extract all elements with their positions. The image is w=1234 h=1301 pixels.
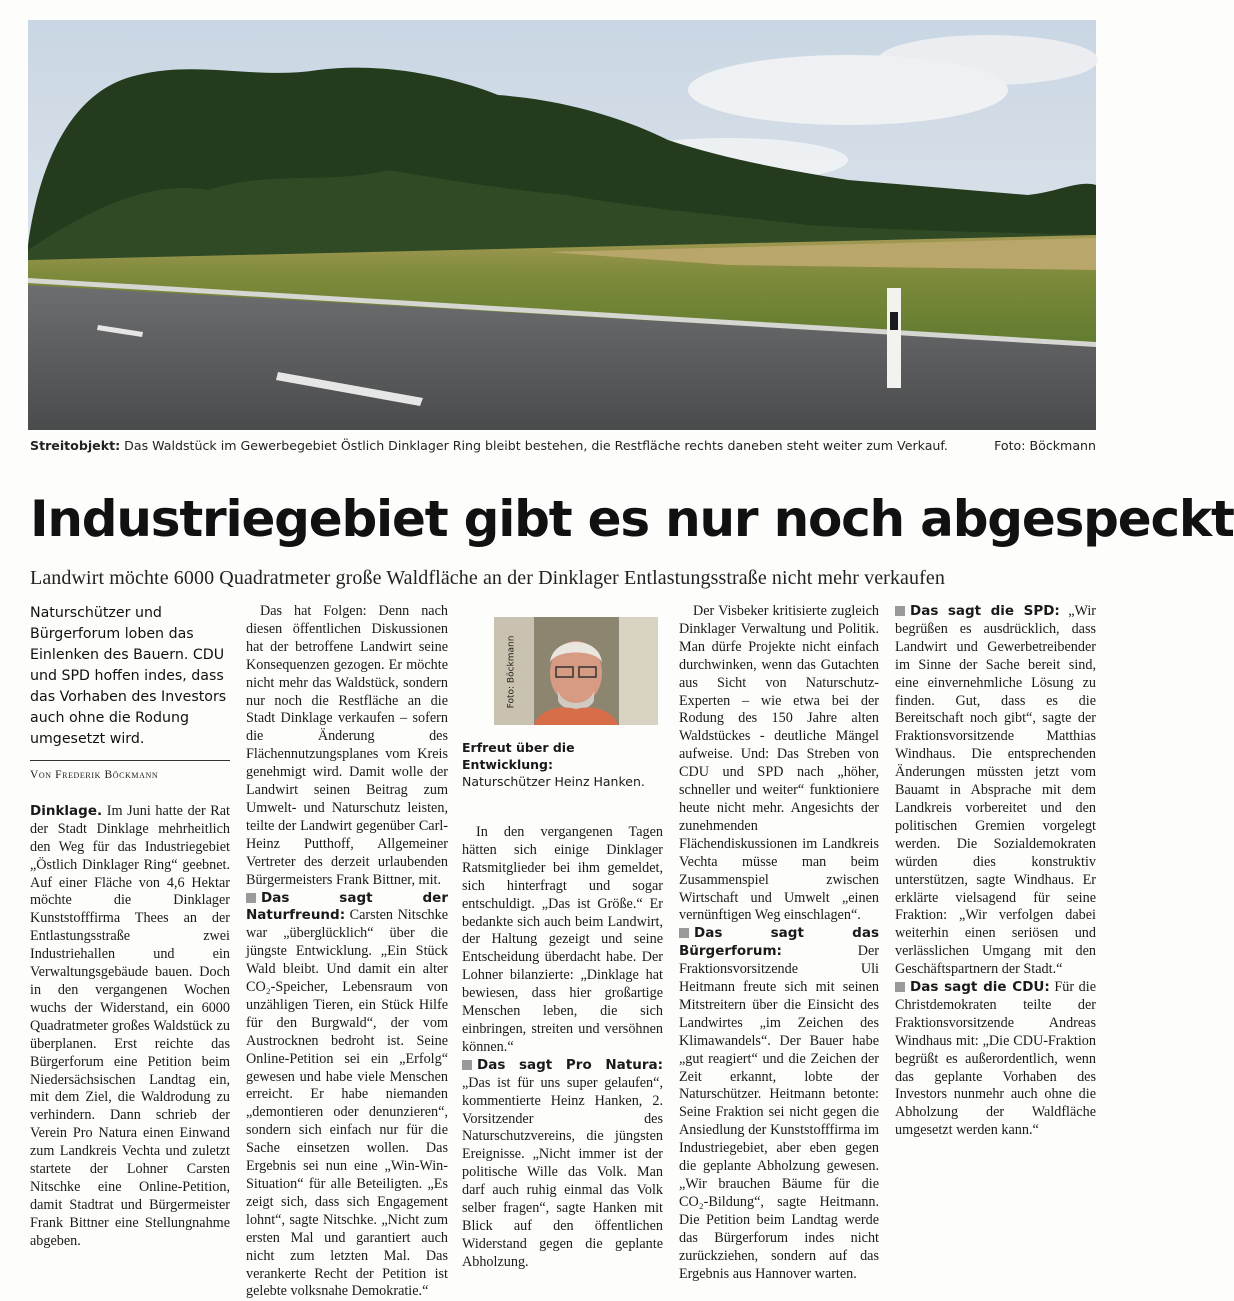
paragraph-2: Das hat Folgen: Denn nach diesen öffentlichen Diskussionen hat der betroffene Landwirt seine Konsequenzen gezogen. Er möchte nicht mehr das Waldstück, sondern nur noch die Restfläche an die Stadt Dinklage verkaufen – sofern die Änderung des Flächennutzungsplanes vom Kreis genehmigt wird. Damit wolle der Landwirt seinen Beitrag zum Umwelt- und Naturschutz leisten, teilte der Landwirt gegenüber Carl-Heinz Putthoff, Allgemeiner Vertreter des derzeit urlaubenden Bürgermeisters Frank Bittner, mit. [246, 603, 448, 890]
paragraph-9 [895, 979, 1096, 1140]
portrait-photo [494, 617, 658, 725]
paragraph-5-text: „Das ist für uns super gelaufen“, kommentierte Heinz Hanken, 2. Vorsitzender des Naturschutzvereins, die jüngsten Ereignisse. „Nicht immer ist der politische Wille das Volk. Man darf auch ruhig einmal das Volk selber fragen“, sagte Hanken mit Blick auf den öffentlichen Widerstand gegen die geplante Abholzung. [462, 1075, 663, 1270]
column-4 [679, 603, 879, 1283]
portrait-caption [462, 739, 663, 790]
section-marker-icon [462, 1060, 472, 1070]
section-marker-icon [246, 893, 256, 903]
column-5 [895, 603, 1096, 1140]
article-subheadline: Landwirt möchte 6000 Quadratmeter große Waldfläche an der Dinklager Entlastungsstraße nicht mehr verkaufen [30, 567, 1090, 590]
caption-text: Das Waldstück im Gewerbegebiet Östlich Dinklager Ring bleibt bestehen, die Restfläche rechts daneben steht weiter zum Verkauf. [124, 438, 948, 453]
caption-head: Streitobjekt: [30, 438, 120, 453]
subhead-pro-natura: Das sagt Pro Natura: [477, 1057, 663, 1073]
photo-credit: Foto: Böckmann [994, 438, 1096, 453]
photo-caption [30, 438, 1096, 460]
portrait-credit: Foto: Böckmann [503, 636, 521, 709]
section-marker-icon [895, 606, 905, 616]
paragraph-3 [246, 890, 448, 1301]
paragraph-7 [679, 925, 879, 1283]
subhead-naturfreund: Das sagt der Naturfreund: [246, 890, 448, 924]
section-marker-icon [679, 928, 689, 938]
article-teaser: Naturschützer und Bürgerforum loben das Einlenken des Bauern. CDU und SPD hoffen indes, dass das Vorhaben des Investors auch ohne die Rodung umgesetzt wird. [30, 603, 230, 750]
forest-road-photo [28, 20, 1096, 430]
column-1 [30, 603, 230, 1251]
subhead-buergerforum: Das sagt das Bürgerforum: [679, 925, 879, 959]
portrait-caption-text: Naturschützer Heinz Hanken. [462, 774, 645, 789]
paragraph-9-text: Für die Christdemokraten teilte der Fraktionsvorsitzende Andreas Windhaus mit: „Die CDU-Fraktion begrüßt es außerordentlich, wenn das geplante Vorhaben des Investors nunmehr auch ohne die Abholzung der Waldfläche umgesetzt werden kann.“ [895, 979, 1096, 1138]
paragraph-3-text: Carsten Nitschke war „überglücklich“ über die jüngste Entwicklung. „Ein Stück Wald bleibt. Und damit ein alter CO₂-Speicher, Lebensraum von unzähligen Tieren, ein Stück Hilfe für den Burgwald“, der vom Austrocknen bedroht ist. Seine Online-Petition sei ein „Erfolg“ gewesen und habe viele Menschen erreicht. Er habe niemanden „demontieren oder denunzieren“, sondern sich einfach nur für die Sache einsetzen wollen. Das Ergebnis sei nun eine „Win-Win-Situation“ für alle Beteiligten. „Es zeigt sich, dass sich Engagement lohnt“, sagte Nitschke. „Nicht zum ersten Mal und garantiert auch nicht zum letzten Mal. Das verankerte Recht der Petition ist gelebte volksnahe Demokratie.“ [246, 907, 448, 1299]
paragraph-5 [462, 1057, 663, 1272]
paragraph-1 [30, 803, 230, 1251]
subhead-spd: Das sagt die SPD: [910, 603, 1060, 619]
paragraph-7-text: Der Fraktionsvorsitzende Uli Heitmann freute sich mit seinen Mitstreitern über die Einsicht des Landwirtes „im Zeichen des Klimawandels“. Der Bauer habe „gut reagiert“ und die Zeichen der Zeit erkannt, lobte der Naturschützer. Heitmann betonte: Seine Fraktion sei nicht gegen die Ansiedlung der Kunststofffirma im Industriegebiet, aber eben gegen die geplante Abholzung gewesen. „Wir brauchen Bäume für die CO₂-Bildung“, sagte Heitmann. Die Petition beim Landtag werde das Bürgerforum indes nicht zurückziehen, sondern auf das Ergebnis aus Hannover warten. [679, 943, 879, 1281]
section-marker-icon [895, 982, 905, 992]
column-3-body [462, 603, 663, 1272]
paragraph-8-text: „Wir begrüßen es ausdrücklich, dass Landwirt und Gewerbetreibender im Sinne der Sache bereit sind, eine einvernehmliche Lösung zu finden. Gut, dass es die Bereitschaft noch gibt“, sagte der Fraktionsvorsitzende Matthias Windhaus. Die entsprechenden Änderungen müssten jetzt vom Bauamt in Absprache mit dem Landkreis vorbereitet und den politischen Gremien vorgelegt werden. Die Sozialdemokraten würden dies konstruktiv unterstützen, sagte Windhaus. Er erklärte vielsagend für seine Fraktion: „Wir verfolgen dabei weiterhin einen seriösen und verlässlichen Umgang mit den Geschäftspartnern der Stadt.“ [895, 603, 1096, 977]
paragraph-8 [895, 603, 1096, 979]
paragraph-6: Der Visbeker kritisierte zugleich Dinklager Verwaltung und Politik. Man dürfe Projekte nicht einfach durchwinken, wenn das Gutachten aus Sicht von Naturschutz-Experten – wie etwa bei der Rodung des 150 Jahre alten Waldstückes - deutliche Mängel aufweise. Und: Das Streben von CDU und SPD nach „höher, schneller und weiter“ funktioniere heute nicht mehr. Angesichts der zunehmenden Flächendiskussionen im Landkreis Vechta müsse man beim Zusammenspiel zwischen Wirtschaft und Umwelt „einen vernünftigen Weg einschlagen“. [679, 603, 879, 925]
article-headline: Industriegebiet gibt es nur noch abgespeckt [30, 490, 1090, 549]
article-photo [28, 20, 1096, 430]
dateline: Dinklage. [30, 803, 102, 819]
portrait-caption-head: Erfreut über die Entwicklung: [462, 740, 575, 772]
subhead-cdu: Das sagt die CDU: [910, 979, 1050, 995]
column-2 [246, 603, 448, 1301]
byline: Von Frederik Böckmann [30, 760, 230, 785]
paragraph-4: In den vergangenen Tagen hätten sich einige Dinklager Ratsmitglieder bei ihm gemeldet, sich hinterfragt und sogar entschuldigt. „Das ist Größe.“ Er bedankte sich auch beim Landwirt, der Haltung gezeigt und seine Entscheidung überdacht habe. Der Lohner bilanzierte: „Dinklage hat bewiesen, dass hier großartige Menschen leben, die sich einbringen, streiten und versöhnen können.“ [462, 824, 663, 1057]
paragraph-1-text: Im Juni hatte der Rat der Stadt Dinklage mehrheitlich den Weg für das Industriegebiet „Östlich Dinklager Ring“ geebnet. Auf einer Fläche von 4,6 Hektar möchte die Dinklager Kunststofffirma Thees an der Entlastungsstraße zwei Industriehallen und ein Verwaltungsgebäude bauen. Doch in den vergangenen Wochen wuchs der Widerstand, ein 6000 Quadratmeter großes Waldstück zu überplanen. Erst reichte das Bürgerforum eine Petition beim Niedersächsischen Landtag ein, mit dem Ziel, die Waldrodung zu verhindern. Dann schrieb der Verein Pro Natura einen Einwand zum Landkreis Vechta und zuletzt startete der Lohner Carsten Nitschke eine Online-Petition, damit Stadtrat und Bürgermeister Frank Bittner eine Stellungnahme abgeben. [30, 803, 230, 1249]
